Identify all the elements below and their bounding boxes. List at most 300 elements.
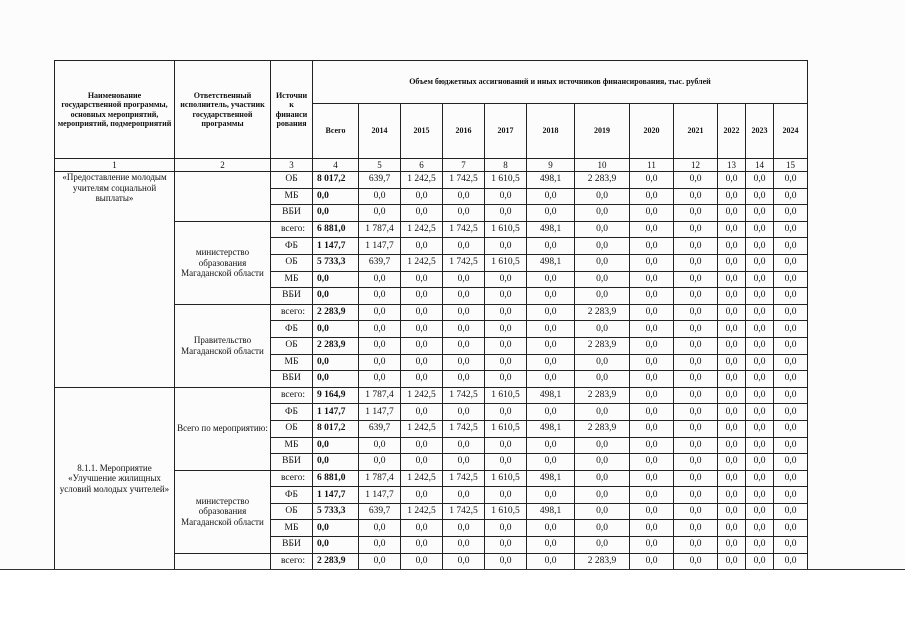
- value-cell: 0,0: [485, 371, 527, 388]
- source-cell: всего:: [271, 553, 313, 570]
- value-cell: 498,1: [527, 254, 575, 271]
- total-cell: 1 147,7: [313, 404, 359, 421]
- value-cell: 0,0: [359, 371, 401, 388]
- value-cell: 0,0: [630, 503, 674, 520]
- value-cell: 0,0: [630, 321, 674, 338]
- total-cell: 0,0: [313, 537, 359, 554]
- source-cell: всего:: [271, 304, 313, 321]
- source-cell: ФБ: [271, 321, 313, 338]
- value-cell: 0,0: [630, 221, 674, 238]
- value-cell: 0,0: [774, 404, 808, 421]
- value-cell: 1 787,4: [359, 221, 401, 238]
- value-cell: 0,0: [630, 205, 674, 222]
- value-cell: 0,0: [630, 470, 674, 487]
- value-cell: 1 742,5: [443, 387, 485, 404]
- value-cell: 0,0: [746, 354, 774, 371]
- value-cell: 0,0: [575, 321, 630, 338]
- total-cell: 0,0: [313, 371, 359, 388]
- value-cell: 0,0: [718, 205, 746, 222]
- value-cell: 0,0: [575, 520, 630, 537]
- value-cell: 0,0: [359, 271, 401, 288]
- value-cell: 0,0: [527, 553, 575, 570]
- value-cell: 0,0: [746, 404, 774, 421]
- program-name-cell: «Предоставление молодым учителям социальной выплаты»: [55, 172, 175, 388]
- total-cell: 0,0: [313, 437, 359, 454]
- value-cell: 0,0: [746, 238, 774, 255]
- value-cell: 0,0: [527, 520, 575, 537]
- value-cell: 1 742,5: [443, 503, 485, 520]
- value-cell: 1 242,5: [401, 387, 443, 404]
- value-cell: 0,0: [630, 404, 674, 421]
- value-cell: 0,0: [746, 172, 774, 189]
- value-cell: 0,0: [674, 354, 718, 371]
- total-cell: 0,0: [313, 520, 359, 537]
- value-cell: 0,0: [443, 337, 485, 354]
- column-number: 8: [485, 159, 527, 172]
- value-cell: 1 242,5: [401, 254, 443, 271]
- value-cell: 0,0: [485, 288, 527, 305]
- value-cell: 1 742,5: [443, 420, 485, 437]
- header-program-name: Наименование государственной программы, основных мероприятий, мероприятий, подмероприятий: [55, 61, 175, 159]
- column-number: 15: [774, 159, 808, 172]
- value-cell: 0,0: [575, 288, 630, 305]
- column-number: 14: [746, 159, 774, 172]
- value-cell: 0,0: [527, 304, 575, 321]
- value-cell: 0,0: [575, 503, 630, 520]
- value-cell: 0,0: [359, 188, 401, 205]
- value-cell: 0,0: [630, 337, 674, 354]
- value-cell: 0,0: [718, 337, 746, 354]
- value-cell: 0,0: [674, 553, 718, 570]
- source-cell: МБ: [271, 520, 313, 537]
- value-cell: 0,0: [674, 221, 718, 238]
- source-cell: ВБИ: [271, 205, 313, 222]
- source-cell: всего:: [271, 221, 313, 238]
- value-cell: 0,0: [443, 271, 485, 288]
- table-row: [55, 172, 808, 189]
- source-cell: ФБ: [271, 404, 313, 421]
- budget-table: [54, 60, 808, 570]
- total-cell: 0,0: [313, 271, 359, 288]
- source-cell: ВБИ: [271, 454, 313, 471]
- column-number: 2: [175, 159, 271, 172]
- value-cell: 0,0: [575, 454, 630, 471]
- value-cell: 0,0: [527, 437, 575, 454]
- value-cell: 0,0: [527, 288, 575, 305]
- value-cell: 0,0: [575, 188, 630, 205]
- value-cell: 1 242,5: [401, 420, 443, 437]
- header-funding-source: Источни к финанси рования: [271, 61, 313, 159]
- value-cell: 0,0: [359, 520, 401, 537]
- column-number: 5: [359, 159, 401, 172]
- table-row: [55, 387, 808, 404]
- value-cell: 0,0: [630, 288, 674, 305]
- value-cell: 0,0: [674, 387, 718, 404]
- value-cell: 1 787,4: [359, 387, 401, 404]
- source-cell: ОБ: [271, 172, 313, 189]
- value-cell: 639,7: [359, 503, 401, 520]
- value-cell: 0,0: [485, 404, 527, 421]
- value-cell: 1 610,5: [485, 470, 527, 487]
- value-cell: 0,0: [630, 304, 674, 321]
- header-year: 2017: [485, 104, 527, 159]
- value-cell: 0,0: [630, 271, 674, 288]
- value-cell: 1 147,7: [359, 487, 401, 504]
- value-cell: 0,0: [527, 404, 575, 421]
- value-cell: 0,0: [575, 221, 630, 238]
- source-cell: ОБ: [271, 420, 313, 437]
- value-cell: 498,1: [527, 221, 575, 238]
- value-cell: 0,0: [718, 437, 746, 454]
- value-cell: 1 610,5: [485, 420, 527, 437]
- header-year: 2019: [575, 104, 630, 159]
- source-cell: МБ: [271, 271, 313, 288]
- value-cell: 1 742,5: [443, 221, 485, 238]
- header-year: 2020: [630, 104, 674, 159]
- value-cell: 0,0: [527, 354, 575, 371]
- value-cell: 0,0: [485, 304, 527, 321]
- value-cell: 0,0: [630, 172, 674, 189]
- value-cell: 0,0: [485, 520, 527, 537]
- value-cell: 0,0: [443, 404, 485, 421]
- value-cell: 0,0: [401, 520, 443, 537]
- value-cell: 0,0: [774, 304, 808, 321]
- value-cell: 0,0: [718, 238, 746, 255]
- value-cell: 0,0: [630, 437, 674, 454]
- value-cell: 0,0: [575, 354, 630, 371]
- source-cell: ОБ: [271, 337, 313, 354]
- header-year: 2014: [359, 104, 401, 159]
- value-cell: 0,0: [527, 371, 575, 388]
- value-cell: 0,0: [575, 404, 630, 421]
- value-cell: 0,0: [674, 404, 718, 421]
- total-cell: 2 283,9: [313, 337, 359, 354]
- value-cell: 0,0: [401, 304, 443, 321]
- value-cell: 0,0: [718, 188, 746, 205]
- value-cell: 0,0: [746, 553, 774, 570]
- value-cell: 1 242,5: [401, 172, 443, 189]
- value-cell: 0,0: [674, 271, 718, 288]
- value-cell: 0,0: [718, 354, 746, 371]
- value-cell: 0,0: [746, 288, 774, 305]
- value-cell: 0,0: [485, 454, 527, 471]
- value-cell: 0,0: [746, 454, 774, 471]
- total-cell: 8 017,2: [313, 420, 359, 437]
- value-cell: 0,0: [401, 354, 443, 371]
- value-cell: 0,0: [718, 404, 746, 421]
- value-cell: 0,0: [359, 553, 401, 570]
- total-cell: 5 733,3: [313, 503, 359, 520]
- value-cell: 0,0: [443, 205, 485, 222]
- value-cell: 0,0: [746, 254, 774, 271]
- value-cell: 0,0: [401, 288, 443, 305]
- value-cell: 0,0: [718, 371, 746, 388]
- value-cell: 0,0: [718, 387, 746, 404]
- source-cell: всего:: [271, 470, 313, 487]
- value-cell: 0,0: [485, 321, 527, 338]
- value-cell: 0,0: [630, 537, 674, 554]
- source-cell: ВБИ: [271, 371, 313, 388]
- value-cell: 0,0: [630, 553, 674, 570]
- value-cell: 0,0: [746, 437, 774, 454]
- executor-cell: [175, 553, 271, 570]
- executor-cell: Всего по мероприятию:: [175, 387, 271, 470]
- value-cell: 0,0: [746, 387, 774, 404]
- value-cell: 0,0: [485, 553, 527, 570]
- column-number: 3: [271, 159, 313, 172]
- value-cell: 0,0: [401, 537, 443, 554]
- value-cell: 0,0: [359, 454, 401, 471]
- value-cell: 0,0: [401, 188, 443, 205]
- value-cell: 2 283,9: [575, 172, 630, 189]
- source-cell: ОБ: [271, 254, 313, 271]
- value-cell: 0,0: [485, 271, 527, 288]
- value-cell: 0,0: [774, 553, 808, 570]
- value-cell: 0,0: [485, 487, 527, 504]
- value-cell: 0,0: [575, 487, 630, 504]
- header-year: 2021: [674, 104, 718, 159]
- value-cell: 0,0: [718, 420, 746, 437]
- column-number: 13: [718, 159, 746, 172]
- value-cell: 0,0: [485, 354, 527, 371]
- value-cell: 0,0: [774, 503, 808, 520]
- value-cell: 0,0: [774, 221, 808, 238]
- value-cell: 0,0: [746, 304, 774, 321]
- value-cell: 0,0: [359, 205, 401, 222]
- value-cell: 0,0: [718, 254, 746, 271]
- value-cell: 0,0: [443, 188, 485, 205]
- source-cell: всего:: [271, 387, 313, 404]
- column-number: 6: [401, 159, 443, 172]
- source-cell: ФБ: [271, 487, 313, 504]
- executor-cell: Правительство Магаданской области: [175, 304, 271, 387]
- value-cell: 0,0: [630, 254, 674, 271]
- header-year: 2023: [746, 104, 774, 159]
- total-cell: 0,0: [313, 288, 359, 305]
- value-cell: 0,0: [443, 553, 485, 570]
- total-cell: 0,0: [313, 454, 359, 471]
- value-cell: 1 147,7: [359, 238, 401, 255]
- header-year: 2022: [718, 104, 746, 159]
- value-cell: 0,0: [718, 221, 746, 238]
- value-cell: 498,1: [527, 387, 575, 404]
- value-cell: 0,0: [674, 420, 718, 437]
- executor-cell: министерство образования Магаданской области: [175, 221, 271, 304]
- value-cell: 0,0: [527, 238, 575, 255]
- value-cell: 0,0: [575, 437, 630, 454]
- value-cell: 0,0: [774, 371, 808, 388]
- header-funding-title: Объем бюджетных ассигнований и иных источников финансирования, тыс. рублей: [313, 61, 808, 104]
- value-cell: 0,0: [746, 487, 774, 504]
- total-cell: 1 147,7: [313, 238, 359, 255]
- value-cell: 0,0: [443, 537, 485, 554]
- value-cell: 0,0: [674, 288, 718, 305]
- value-cell: 0,0: [575, 271, 630, 288]
- value-cell: 0,0: [527, 188, 575, 205]
- value-cell: 0,0: [443, 454, 485, 471]
- value-cell: 0,0: [718, 321, 746, 338]
- value-cell: 0,0: [674, 205, 718, 222]
- value-cell: 0,0: [674, 254, 718, 271]
- value-cell: 0,0: [674, 520, 718, 537]
- value-cell: 0,0: [718, 553, 746, 570]
- value-cell: 0,0: [746, 205, 774, 222]
- value-cell: 0,0: [774, 254, 808, 271]
- value-cell: 1 742,5: [443, 254, 485, 271]
- value-cell: 1 242,5: [401, 503, 443, 520]
- value-cell: 1 610,5: [485, 221, 527, 238]
- total-cell: 2 283,9: [313, 553, 359, 570]
- value-cell: 1 242,5: [401, 221, 443, 238]
- value-cell: 639,7: [359, 172, 401, 189]
- total-cell: 0,0: [313, 321, 359, 338]
- header-row: [55, 61, 808, 104]
- value-cell: 0,0: [774, 337, 808, 354]
- column-number: 9: [527, 159, 575, 172]
- value-cell: 0,0: [443, 487, 485, 504]
- value-cell: 0,0: [674, 172, 718, 189]
- value-cell: 0,0: [774, 454, 808, 471]
- total-cell: 6 881,0: [313, 470, 359, 487]
- value-cell: 639,7: [359, 254, 401, 271]
- value-cell: 0,0: [527, 487, 575, 504]
- value-cell: 0,0: [630, 238, 674, 255]
- column-number: 1: [55, 159, 175, 172]
- value-cell: 0,0: [674, 437, 718, 454]
- value-cell: 0,0: [718, 271, 746, 288]
- value-cell: 0,0: [774, 188, 808, 205]
- column-number: 12: [674, 159, 718, 172]
- value-cell: 0,0: [630, 354, 674, 371]
- value-cell: 0,0: [746, 537, 774, 554]
- value-cell: 0,0: [718, 503, 746, 520]
- total-cell: 0,0: [313, 188, 359, 205]
- value-cell: 0,0: [774, 387, 808, 404]
- value-cell: 0,0: [359, 288, 401, 305]
- page-margin: [0, 570, 905, 640]
- value-cell: 0,0: [527, 205, 575, 222]
- value-cell: 1 610,5: [485, 172, 527, 189]
- value-cell: 0,0: [746, 420, 774, 437]
- total-cell: 0,0: [313, 205, 359, 222]
- value-cell: 0,0: [485, 238, 527, 255]
- column-number: 11: [630, 159, 674, 172]
- total-cell: 8 017,2: [313, 172, 359, 189]
- value-cell: 0,0: [718, 304, 746, 321]
- value-cell: 0,0: [527, 537, 575, 554]
- value-cell: 1 610,5: [485, 387, 527, 404]
- value-cell: 1 742,5: [443, 470, 485, 487]
- value-cell: 0,0: [746, 371, 774, 388]
- total-cell: 0,0: [313, 354, 359, 371]
- value-cell: 0,0: [401, 437, 443, 454]
- value-cell: 0,0: [774, 321, 808, 338]
- value-cell: 0,0: [674, 470, 718, 487]
- value-cell: 0,0: [746, 188, 774, 205]
- value-cell: 0,0: [443, 321, 485, 338]
- value-cell: 0,0: [774, 271, 808, 288]
- header-total: Всего: [313, 104, 359, 159]
- value-cell: 0,0: [485, 205, 527, 222]
- value-cell: 0,0: [774, 470, 808, 487]
- value-cell: 1 242,5: [401, 470, 443, 487]
- total-cell: 1 147,7: [313, 487, 359, 504]
- value-cell: 1 742,5: [443, 172, 485, 189]
- value-cell: 2 283,9: [575, 553, 630, 570]
- value-cell: 0,0: [746, 520, 774, 537]
- value-cell: 0,0: [443, 238, 485, 255]
- value-cell: 0,0: [401, 238, 443, 255]
- value-cell: 0,0: [527, 271, 575, 288]
- value-cell: 0,0: [485, 188, 527, 205]
- value-cell: 0,0: [718, 288, 746, 305]
- source-cell: ФБ: [271, 238, 313, 255]
- value-cell: 1 610,5: [485, 254, 527, 271]
- value-cell: 0,0: [630, 420, 674, 437]
- header-year: 2018: [527, 104, 575, 159]
- value-cell: 0,0: [630, 454, 674, 471]
- value-cell: 0,0: [746, 503, 774, 520]
- program-name-cell: 8.1.1. Мероприятие «Улучшение жилищных условий молодых учителей»: [55, 387, 175, 570]
- value-cell: 0,0: [527, 337, 575, 354]
- value-cell: 0,0: [485, 337, 527, 354]
- table-body: [55, 172, 808, 570]
- value-cell: 0,0: [746, 221, 774, 238]
- value-cell: 0,0: [443, 304, 485, 321]
- value-cell: 1 610,5: [485, 503, 527, 520]
- value-cell: 0,0: [674, 238, 718, 255]
- value-cell: 2 283,9: [575, 420, 630, 437]
- executor-cell: министерство образования Магаданской области: [175, 470, 271, 553]
- value-cell: 0,0: [575, 238, 630, 255]
- value-cell: 0,0: [674, 188, 718, 205]
- value-cell: 0,0: [443, 437, 485, 454]
- value-cell: 0,0: [401, 205, 443, 222]
- total-cell: 6 881,0: [313, 221, 359, 238]
- value-cell: 0,0: [674, 337, 718, 354]
- value-cell: 0,0: [575, 537, 630, 554]
- value-cell: 0,0: [746, 470, 774, 487]
- value-cell: 0,0: [674, 321, 718, 338]
- value-cell: 0,0: [774, 437, 808, 454]
- value-cell: 0,0: [443, 354, 485, 371]
- header-executor: Ответственный исполнитель, участник государственной программы: [175, 61, 271, 159]
- value-cell: 0,0: [746, 337, 774, 354]
- value-cell: 0,0: [401, 553, 443, 570]
- value-cell: 0,0: [575, 254, 630, 271]
- value-cell: 0,0: [674, 454, 718, 471]
- source-cell: ВБИ: [271, 537, 313, 554]
- value-cell: 0,0: [774, 487, 808, 504]
- column-number: 4: [313, 159, 359, 172]
- value-cell: 0,0: [359, 437, 401, 454]
- value-cell: 0,0: [359, 337, 401, 354]
- value-cell: 0,0: [443, 520, 485, 537]
- value-cell: 0,0: [718, 454, 746, 471]
- value-cell: 0,0: [630, 371, 674, 388]
- value-cell: 498,1: [527, 470, 575, 487]
- value-cell: 0,0: [485, 537, 527, 554]
- value-cell: 0,0: [674, 487, 718, 504]
- value-cell: 0,0: [674, 537, 718, 554]
- value-cell: 0,0: [774, 354, 808, 371]
- value-cell: 0,0: [401, 454, 443, 471]
- value-cell: 0,0: [674, 371, 718, 388]
- value-cell: 0,0: [401, 371, 443, 388]
- value-cell: 0,0: [718, 520, 746, 537]
- value-cell: 0,0: [718, 537, 746, 554]
- value-cell: 498,1: [527, 503, 575, 520]
